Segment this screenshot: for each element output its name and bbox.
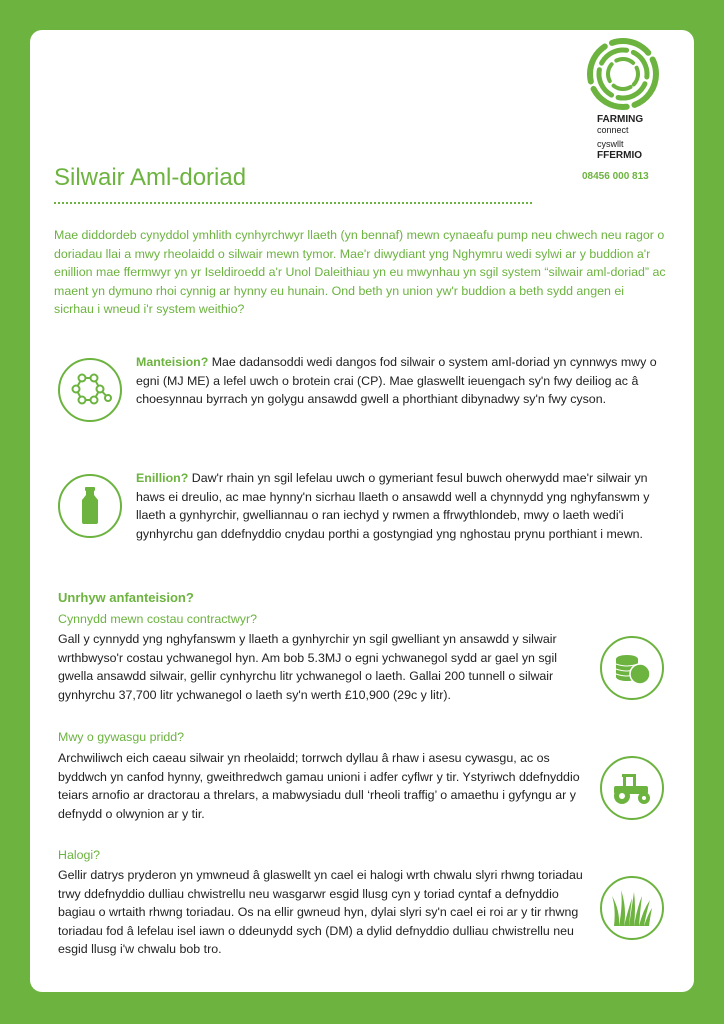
coins-icon (600, 636, 664, 700)
logo-ffermio: FFERMIO (597, 150, 642, 161)
logo-cyswllt: cyswllt (597, 139, 624, 149)
disadvantages-heading: Unrhyw anfanteision? (58, 590, 194, 605)
dotted-divider (54, 202, 532, 204)
compaction-subheading: Mwy o gywasgu pridd? (58, 730, 185, 744)
phone-number: 08456 000 813 (582, 171, 649, 182)
intro-paragraph: Mae diddordeb cynyddol ymhlith cynhyrchwyr llaeth (yn bennaf) mewn cynaeafu pump neu chwech neu ragor o doriadau llai a mwy rheolaidd o silwair mewn tymor. Mae'r diwydiant yng Nghymru wedi sylwi ar y buddion a'r enillion mae ffermwyr yn yr Iseldiroedd a'r Unol Daleithiau yn eu mwynhau yn sgil system “silwair aml-doriad” ac maent yn dymuno rhoi cynnig ar hynny eu hunain. Ond beth yn union yw'r buddion a beth sydd angen ei sicrhau i wneud i'r system weithio? (54, 228, 666, 316)
contractor-costs-text: Gall y cynnydd yng nghyfanswm y llaeth a gynhyrchir yn sgil gwelliant yn ansawdd y silwair wrthbwyso'r costau ychwanegol hyn. Am bob 5.3MJ o egni ychwanegol sydd ar gael yn sgil gwella ansawdd silwair, gellir cynhyrchu litr ychwanegol o laeth. Gallai 200 tunnell o silwair gynhyrchu 37,700 litr ychwanegol o laeth sy'n werth £10,900 (29c y litr). (58, 632, 557, 702)
gains-point (136, 469, 664, 543)
contractor-costs-subheading: Cynnydd mewn costau contractwyr? (58, 612, 258, 626)
tractor-icon (600, 756, 664, 820)
advantages-point (136, 353, 664, 409)
milk-bottle-icon (58, 474, 122, 538)
swirl-logo-icon (582, 34, 664, 114)
grass-icon (600, 876, 664, 940)
farming-connect-logo (578, 34, 668, 182)
leaflet-card (30, 30, 694, 992)
compaction-text: Archwiliwch eich caeau silwair yn rheolaidd; torrwch dyllau â rhaw i asesu cywasgu, ac os byddwch yn canfod hynny, gweithredwch gamau unioni i adfer cyflwr y tir. Ystyriwch ddefnyddio teiars arnofio ar dractorau a threlars, a mabwysiadu dull ‘rheoli traffig’ o amaethu i gyfyngu ar y defnydd o olwynion ar y tir. (58, 751, 580, 821)
page-title: Silwair Aml-doriad (54, 164, 247, 191)
advantages-lead: Manteision? (136, 355, 209, 369)
logo-farming: FARMING (597, 114, 644, 125)
gains-text: Daw'r rhain yn sgil lefelau uwch o gymeriant fesul buwch oherwydd mae'r silwair yn haws ei dreulio, ac mae hynny'n sicrhau llaeth o ansawdd well a chynnydd yng nghyfanswm y llaeth a gynhyrchir, gwelliannau o ran iechyd y rwmen a ffrwythlondeb, mwy o laeth wedi'i gynhyrchu gan ddefnyddio cnydau porthi a gostyngiad yng nghostau prynu porthiant i mewn. (136, 471, 650, 541)
contamination-subheading: Halogi? (58, 848, 101, 862)
molecule-icon (58, 358, 122, 422)
logo-connect: connect (597, 125, 629, 135)
contamination-text: Gellir datrys pryderon yn ymwneud â glaswellt yn cael ei halogi wrth chwalu slyri rhwng toriadau trwy ddefnyddio dulliau chwistrellu neu wasgarwr esgid llusg cyn y toriad cyntaf a defnyddio bagiau o wrtaith rhwng toriadau. Os na ellir gwneud hyn, dylai slyri sy'n cael ei roi ar y tir rhwng toriadau fod â lefelau isel iawn o ddeunydd sych (DM) a dylid defnyddio dulliau chwistrellu neu esgid llusg i'w chwalu bob tro. (58, 868, 583, 956)
gains-lead: Enillion? (136, 471, 189, 485)
advantages-text: Mae dadansoddi wedi dangos fod silwair o system aml-doriad yn cynnwys mwy o egni (MJ ME) a lefel uwch o brotein crai (CP). Mae glaswellt ieuengach sy'n fwy deiliog ac â choesynnau byrrach yn golygu ansawdd gwell a phorthiant dibynadwy sy'n fwy cyson. (136, 355, 657, 406)
